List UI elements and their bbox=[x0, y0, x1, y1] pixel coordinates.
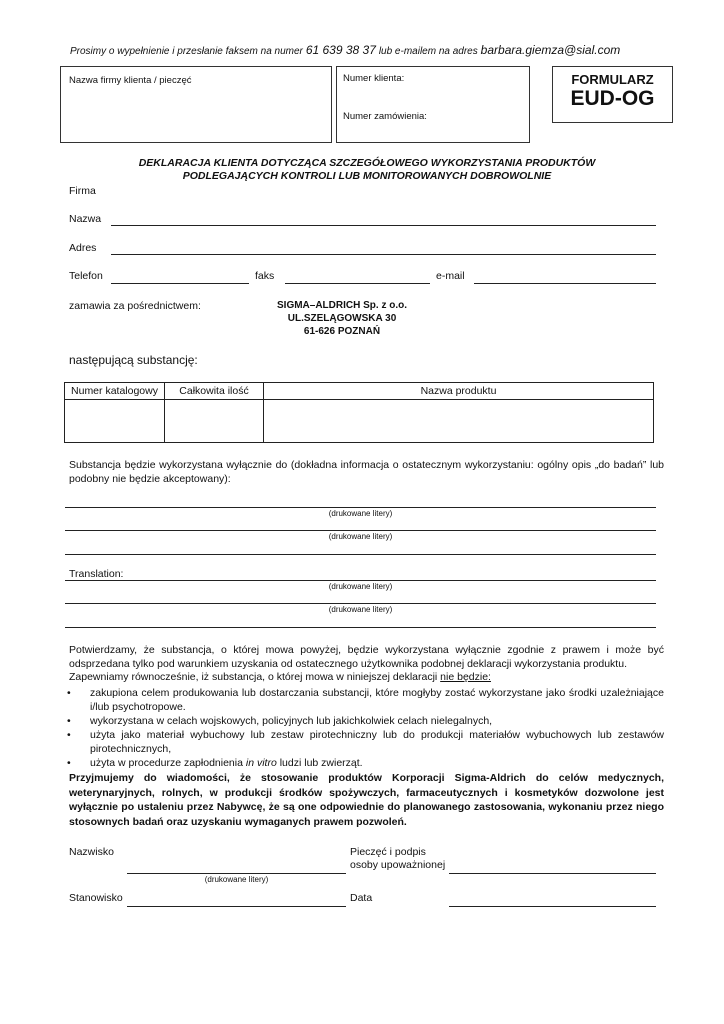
telefon-field[interactable] bbox=[111, 283, 249, 284]
page-title bbox=[60, 157, 674, 183]
condition-text: wykorzystana w celach wojskowych, policyjnych lub jakichkolwiek celach nielegalnych, bbox=[90, 715, 493, 727]
translation-line-2[interactable] bbox=[65, 603, 656, 604]
assure-underlined: nie będzie: bbox=[440, 671, 491, 683]
assure-text bbox=[69, 671, 491, 683]
form-code: EUD-OG bbox=[570, 87, 655, 110]
email-field[interactable] bbox=[474, 283, 656, 284]
label-via: zamawia za pośrednictwem: bbox=[69, 300, 201, 312]
stamp-line-1: Pieczęć i podpis bbox=[350, 846, 426, 858]
form-label: FORMULARZ bbox=[571, 72, 654, 87]
translation-line-3[interactable] bbox=[65, 627, 656, 628]
condition-text-after: ludzi lub zwierząt. bbox=[279, 757, 363, 769]
label-position: Stanowisko bbox=[69, 892, 123, 904]
label-stamp-signature bbox=[350, 846, 445, 872]
usage-line-1[interactable] bbox=[65, 507, 656, 508]
order-number-label: Numer zamówienia: bbox=[343, 111, 427, 122]
usage-text: Substancja będzie wykorzystana wyłącznie do (dokładna informacja o ostatecznym wykorzystaniu: ogólny opis „do badań” lub podobny nie będzie akceptowany): bbox=[69, 459, 664, 485]
confirm-text: Potwierdzamy, że substancja, o której mowa powyżej, będzie wykorzystana wyłącznie zgodnie z prawem i może być odsprzedana tylko pod warunkiem uzyskania od ostatecznego użytkownika podobnej deklaracji wykorzystania produktu. bbox=[69, 644, 664, 670]
usage-line-2[interactable] bbox=[65, 530, 656, 531]
surname-field[interactable] bbox=[127, 873, 346, 874]
translation-label: Translation: bbox=[69, 568, 124, 580]
email-address: barbara.giemza@sial.com bbox=[480, 43, 621, 57]
col-product-name: Nazwa produktu bbox=[264, 383, 654, 400]
label-email: e-mail bbox=[436, 270, 465, 282]
instruction-mid: lub e-mailem na adres bbox=[378, 46, 478, 57]
condition-italic: in vitro bbox=[245, 757, 277, 769]
assure-prefix: Zapewniamy równocześnie, iż substancja, o której mowa w niniejszej deklaracji bbox=[69, 671, 438, 683]
list-item bbox=[64, 756, 664, 770]
stamp-line-2: osoby upoważnionej bbox=[350, 859, 446, 871]
col-catalog-number: Numer katalogowy bbox=[65, 383, 165, 400]
label-date: Data bbox=[350, 892, 373, 904]
intermediary-line-3: 61-626 POZNAŃ bbox=[303, 326, 381, 337]
total-quantity-cell[interactable] bbox=[165, 400, 264, 443]
date-field[interactable] bbox=[449, 906, 656, 907]
intermediary-line-2: UL.SZELĄGOWSKA 30 bbox=[287, 313, 397, 324]
product-name-cell[interactable] bbox=[264, 400, 654, 443]
list-item bbox=[64, 714, 664, 728]
condition-text: użyta w procedurze zapłodnienia bbox=[90, 757, 243, 769]
intermediary-line-1: SIGMA–ALDRICH Sp. z o.o. bbox=[277, 300, 407, 311]
print-hint-2: (drukowane litery) bbox=[328, 532, 393, 541]
label-faks: faks bbox=[255, 270, 275, 282]
signature-field[interactable] bbox=[449, 873, 656, 874]
form-code-box bbox=[552, 66, 673, 123]
condition-text: zakupiona celem produkowania lub dostarczania substancji, które mogłyby zostać wykorzystane jako środki uzależniające i/lub psychotropowe. bbox=[90, 687, 664, 713]
print-hint-3: (drukowane litery) bbox=[328, 582, 393, 591]
table-row bbox=[65, 400, 654, 443]
label-surname: Nazwisko bbox=[69, 846, 114, 858]
print-hint-4: (drukowane litery) bbox=[328, 605, 393, 614]
faks-field[interactable] bbox=[285, 283, 430, 284]
catalog-number-cell[interactable] bbox=[65, 400, 165, 443]
title-line-1: DEKLARACJA KLIENTA DOTYCZĄCA SZCZEGÓŁOWEGO WYKORZYSTANIA PRODUKTÓW bbox=[138, 157, 596, 169]
print-hint-1: (drukowane litery) bbox=[328, 509, 393, 518]
product-table bbox=[64, 382, 654, 443]
client-number-label: Numer klienta: bbox=[343, 73, 405, 84]
label-adres: Adres bbox=[69, 242, 97, 254]
label-telefon: Telefon bbox=[69, 270, 103, 282]
print-hint-surname: (drukowane litery) bbox=[204, 875, 269, 884]
substance-label: następującą substancję: bbox=[69, 353, 198, 367]
usage-line-3[interactable] bbox=[65, 554, 656, 555]
company-stamp-box[interactable] bbox=[60, 66, 332, 143]
nazwa-field[interactable] bbox=[111, 225, 656, 226]
col-total-quantity: Całkowita ilość bbox=[165, 383, 264, 400]
condition-text: użyta jako materiał wybuchowy lub zestaw pirotechniczny lub do produkcji materiałów wybuchowych lub zestawów pirotechnicznych, bbox=[90, 729, 664, 755]
list-item bbox=[64, 728, 664, 756]
label-nazwa: Nazwa bbox=[69, 213, 102, 225]
translation-line-1[interactable] bbox=[65, 580, 656, 581]
position-field[interactable] bbox=[127, 906, 346, 907]
list-item bbox=[64, 686, 664, 714]
header-instruction bbox=[70, 43, 620, 57]
company-label: Nazwa firmy klienta / pieczęć bbox=[69, 75, 192, 86]
adres-field[interactable] bbox=[111, 254, 656, 255]
conditions-list bbox=[64, 686, 664, 770]
label-firma: Firma bbox=[69, 185, 96, 197]
bold-note: Przyjmujemy do wiadomości, że stosowanie produktów Korporacji Sigma-Aldrich do celów medycznych, weterynaryjnych, rolnych, w produkcji środków spożywczych, farmaceutycznych i kosmetyków dozwolone jest wyłącznie po ustaleniu przez Nabywcę, że są one odpowiednie do planowanego zastosowania, wykonaniu przez niego stosownych badań oraz uzyskaniu wymaganych prawem pozwoleń. bbox=[69, 772, 664, 828]
title-line-2: PODLEGAJĄCYCH KONTROLI LUB MONITOROWANYCH DOBROWOLNIE bbox=[182, 170, 552, 182]
table-header-row bbox=[65, 383, 654, 400]
instruction-prefix: Prosimy o wypełnienie i przesłanie faksem na numer bbox=[70, 46, 303, 57]
intermediary-address bbox=[274, 299, 410, 338]
fax-number: 61 639 38 37 bbox=[305, 43, 376, 57]
client-info-box[interactable] bbox=[336, 66, 530, 143]
